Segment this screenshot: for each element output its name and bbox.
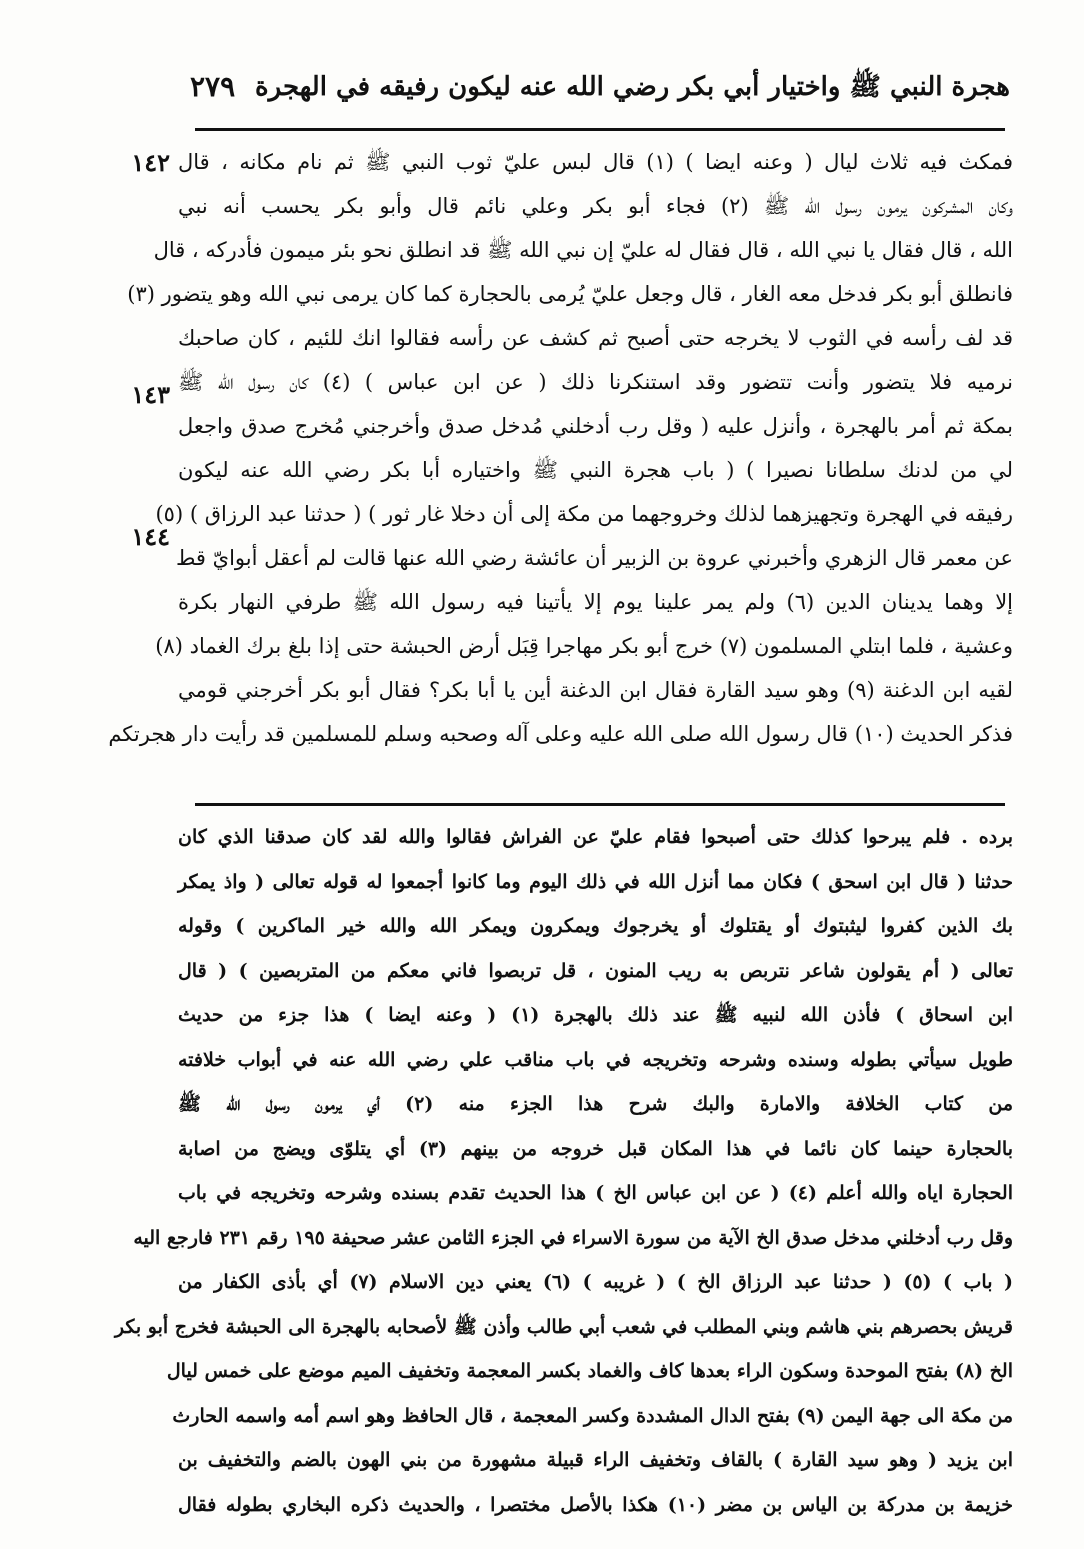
header-rule [195,128,1005,131]
footnote-line: ابن يزيد ( وهو سيد القارة ) بالقاف وتخفيف الراء قبيلة مشهورة من بني الهون بالضم والتخفيف بن [178,1449,1013,1471]
footnote-line: من كتاب الخلافة والامارة والبك شرح هذا الجزء منه (٢) أي يرمون رسول الله ﷺ [178,1093,1013,1115]
page-header [190,70,1010,118]
footnote-rule [195,803,1005,806]
main-text-line: فانطلق أبو بكر فدخل معه الغار ، قال وجعل عليّ يُرمى بالحجارة كما كان يرمى نبي الله وهو يتضور (٣) [127,282,1013,306]
main-text-line: نرميه فلا يتضور وأنت تتضور وقد استنكرنا ذلك ( عن ابن عباس ) (٤) كان رسول الله ﷺ [178,370,1013,394]
footnote-line: وقل رب أدخلني مدخل صدق الخ الآية من سورة الاسراء في الجزء الثامن عشر صحيفة ١٩٥ رقم ٢٣١ فارجع اليه [133,1226,1013,1249]
footnote-line: ابن اسحاق ) فأذن الله لنبيه ﷺ عند ذلك بالهجرة (١) ( وعنه ايضا ) هذا جزء من حديث [178,1004,1014,1026]
footnote-line: حدثنا ( قال ابن اسحق ) فكان مما أنزل الله في ذلك اليوم وما كانوا أجمعوا له قوله تعالى ( واذ يمكر [178,870,1013,893]
footnotes [114,815,1014,1527]
main-text-line: قد لف رأسه في الثوب لا يخرجه حتى أصبح ثم كشف عن رأسه فقالوا انك للئيم ، كان صاحبك [178,326,1013,350]
main-text-line: عن معمر قال الزهري وأخبرني عروة بن الزبير أن عائشة رضي الله عنها قالت لم أعقل أبوايّ قط [175,546,1013,570]
footnote-line: تعالى ( أم يقولون شاعر نتربص به ريب المنون ، قل تربصوا فاني معكم من المتربصين ) ( قال [178,959,1013,982]
main-text-line: لقيه ابن الدغنة (٩) وهو سيد القارة فقال ابن الدغنة أين يا أبا بكر؟ فقال أبو بكر أخرجني قومي [178,678,1013,702]
footnote-line: الخ (٨) بفتح الموحدة وسكون الراء بعدها كاف والغماد بكسر المعجمة وتخفيف الميم موضع على خمس ليال [166,1360,1013,1382]
footnote-line: الحجارة اياه والله أعلم (٤) ( عن ابن عباس الخ ) هذا الحديث تقدم بسنده وشرحه وتخريجه في باب [178,1182,1013,1204]
main-text-line: الله ، قال فقال يا نبي الله ، قال فقال له عليّ إن نبي الله ﷺ قد انطلق نحو بئر ميمون فأدركه ، قال [153,238,1013,262]
footnote-line: خزيمة بن مدركة بن الياس بن مضر (١٠) هكذا بالأصل مختصرا ، والحديث ذكره البخاري بطوله فقال [178,1493,1013,1516]
footnote-line: بالحجارة حينما كان نائما في هذا المكان قبل خروجه من بينهم (٣) أي يتلوّى ويضج من اصابة [178,1137,1013,1160]
main-text-line: إلا وهما يدينان الدين (٦) ولم يمر علينا يوم إلا يأتينا فيه رسول الله ﷺ طرفي النهار بكرة [178,590,1014,614]
main-text-line: لي من لدنك سلطانا نصيرا ) ( باب هجرة النبي ﷺ واختياره أبا بكر رضي الله عنه ليكون [178,458,1013,482]
footnote-line: طويل سيأتي بطوله وسنده وشرحه وتخريجه في باب مناقب علي رضي الله عنه في أبواب خلافته [178,1048,1013,1071]
footnote-line: قريش بحصرهم بني هاشم وبني المطلب في شعب أبي طالب وأذن ﷺ لأصحابه بالهجرة الى الحبشة فخرج أبو بكر [114,1315,1013,1338]
main-text-line: فذكر الحديث (١٠) قال رسول الله صلى الله عليه وعلى آله وصحبه وسلم للمسلمين قد رأيت دار هجرتكم [108,722,1013,746]
footnote-line: برده . فلم يبرحوا كذلك حتى أصبحوا فقام عليّ عن الفراش فقالوا والله لقد كان صدقنا الذي كان [178,826,1013,848]
main-text-line: وعشية ، فلما ابتلي المسلمون (٧) خرج أبو بكر مهاجرا قِبَل أرض الحبشة حتى إذا بلغ برك الغماد (٨) [155,634,1013,658]
main-text-line: فمكث فيه ثلاث ليال ( وعنه ايضا ) (١) قال لبس عليّ ثوب النبي ﷺ ثم نام مكانه ، قال [178,150,1014,174]
hadith-number-143: ١٤٣ [131,380,170,409]
footnote-line: بك الذين كفروا ليثبتوك أو يقتلوك أو يخرجوك ويمكرون ويمكر الله والله خير الماكرين ) وقوله [178,915,1013,937]
main-text-line: وكان المشركون يرمون رسول الله ﷺ (٢) فجاء أبو بكر وعلي نائم قال وأبو بكر يحسب أنه نبي [178,194,1013,218]
footnote-line: ( باب ) (٥) ( حدثنا عبد الرزاق الخ ) ( غريبه ) (٦) يعني دين الاسلام (٧) أي بأذى الكفار من [178,1271,1013,1293]
footnote-line: من مكة الى جهة اليمن (٩) بفتح الدال المشددة وكسر المعجمة ، قال الحافظ وهو اسم أمه واسمه الحارث [172,1404,1013,1427]
hadith-number-142: ١٤٢ [131,148,170,177]
page-number: ٢٧٩ [190,70,236,103]
main-text-line: بمكة ثم أمر بالهجرة ، وأنزل عليه ( وقل رب أدخلني مُدخل صدق وأخرجني مُخرج صدق واجعل [178,414,1013,438]
running-title: هجرة النبي ﷺ واختيار أبي بكر رضي الله عنه ليكون رفيقه في الهجرة [255,72,1010,102]
main-text-line: رفيقه في الهجرة وتجهيزهما لذلك وخروجهما من مكة إلى أن دخلا غار ثور ) ( حدثنا عبد الرزاق ) (٥) [155,502,1013,526]
hadith-number-144: ١٤٤ [131,522,170,551]
